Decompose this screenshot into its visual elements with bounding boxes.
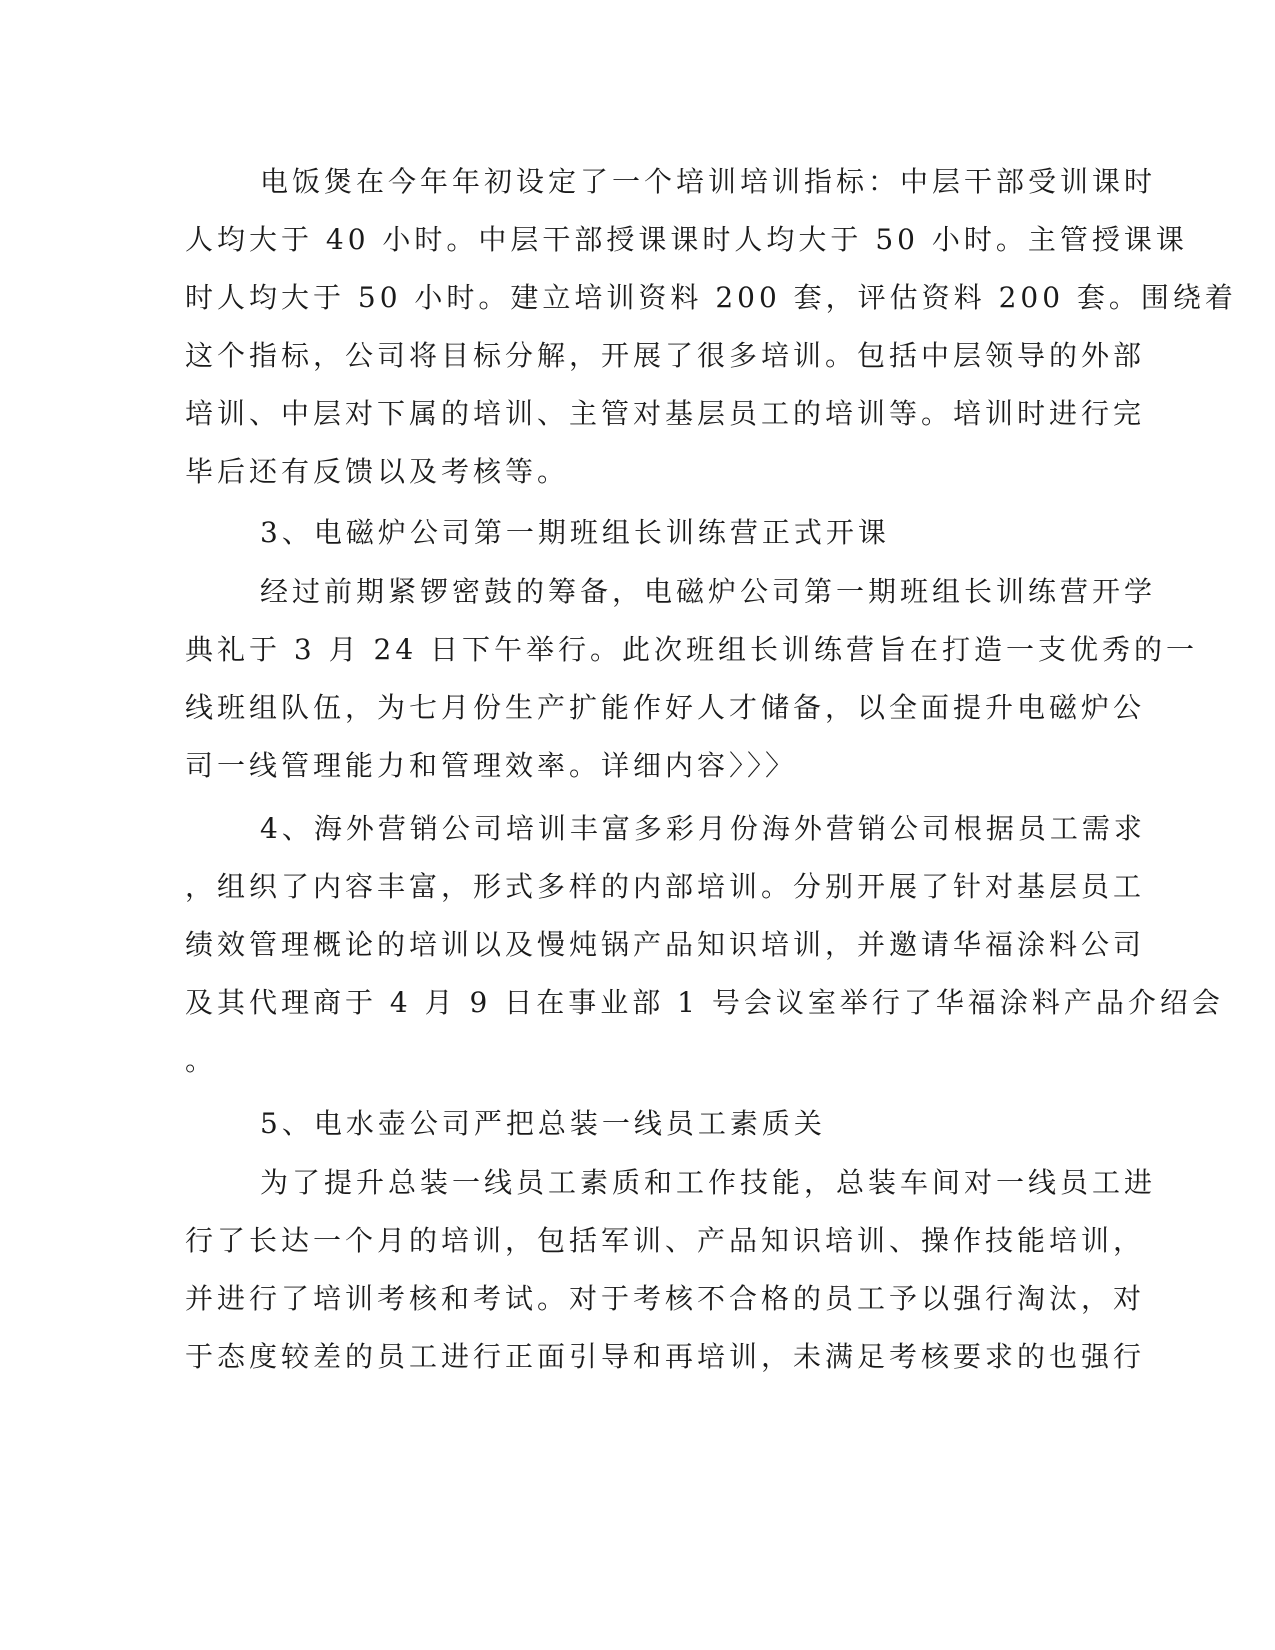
paragraph-1-line-4: 这个指标，公司将目标分解，开展了很多培训。包括中层领导的外部: [185, 339, 1146, 372]
paragraph-1-line-5: 培训、中层对下属的培训、主管对基层员工的培训等。培训时进行完: [185, 397, 1146, 430]
section-4-line-3: 绩效管理概论的培训以及慢炖锅产品知识培训，并邀请华福涂料公司: [185, 928, 1146, 961]
paragraph-3-line-4: 于态度较差的员工进行正面引导和再培训，未满足考核要求的也强行: [185, 1340, 1146, 1373]
paragraph-2-line-3: 线班组队伍，为七月份生产扩能作好人才储备，以全面提升电磁炉公: [185, 691, 1146, 724]
section-4-line-1: 4、海外营销公司培训丰富多彩月份海外营销公司根据员工需求: [260, 812, 1146, 845]
section-5-heading: 5、电水壶公司严把总装一线员工素质关: [260, 1107, 826, 1140]
paragraph-1-line-6: 毕后还有反馈以及考核等。: [185, 455, 570, 488]
paragraph-2-line-1: 经过前期紧锣密鼓的筹备，电磁炉公司第一期班组长训练营开学: [260, 575, 1157, 608]
paragraph-3-line-3: 并进行了培训考核和考试。对于考核不合格的员工予以强行淘汰，对: [185, 1282, 1146, 1315]
paragraph-1-line-3: 时人均大于 50 小时。建立培训资料 200 套，评估资料 200 套。围绕着: [185, 281, 1237, 314]
paragraph-2-line-4: 司一线管理能力和管理效率。详细内容〉〉〉: [185, 749, 798, 782]
section-3-heading: 3、电磁炉公司第一期班组长训练营正式开课: [260, 516, 890, 549]
section-4-line-5: 。: [185, 1044, 218, 1077]
section-4-line-2: ，组织了内容丰富，形式多样的内部培训。分别开展了针对基层员工: [185, 870, 1146, 903]
paragraph-3-line-2: 行了长达一个月的培训，包括军训、产品知识培训、操作技能培训，: [185, 1224, 1146, 1257]
paragraph-3-line-1: 为了提升总装一线员工素质和工作技能，总装车间对一线员工进: [260, 1166, 1157, 1199]
paragraph-2-line-2: 典礼于 3 月 24 日下午举行。此次班组长训练营旨在打造一支优秀的一: [185, 633, 1199, 666]
paragraph-1-line-1: 电饭煲在今年年初设定了一个培训培训指标：中层干部受训课时: [260, 165, 1157, 198]
paragraph-1-line-2: 人均大于 40 小时。中层干部授课课时人均大于 50 小时。主管授课课: [185, 223, 1188, 256]
section-4-line-4: 及其代理商于 4 月 9 日在事业部 1 号会议室举行了华福涂料产品介绍会: [185, 986, 1224, 1019]
